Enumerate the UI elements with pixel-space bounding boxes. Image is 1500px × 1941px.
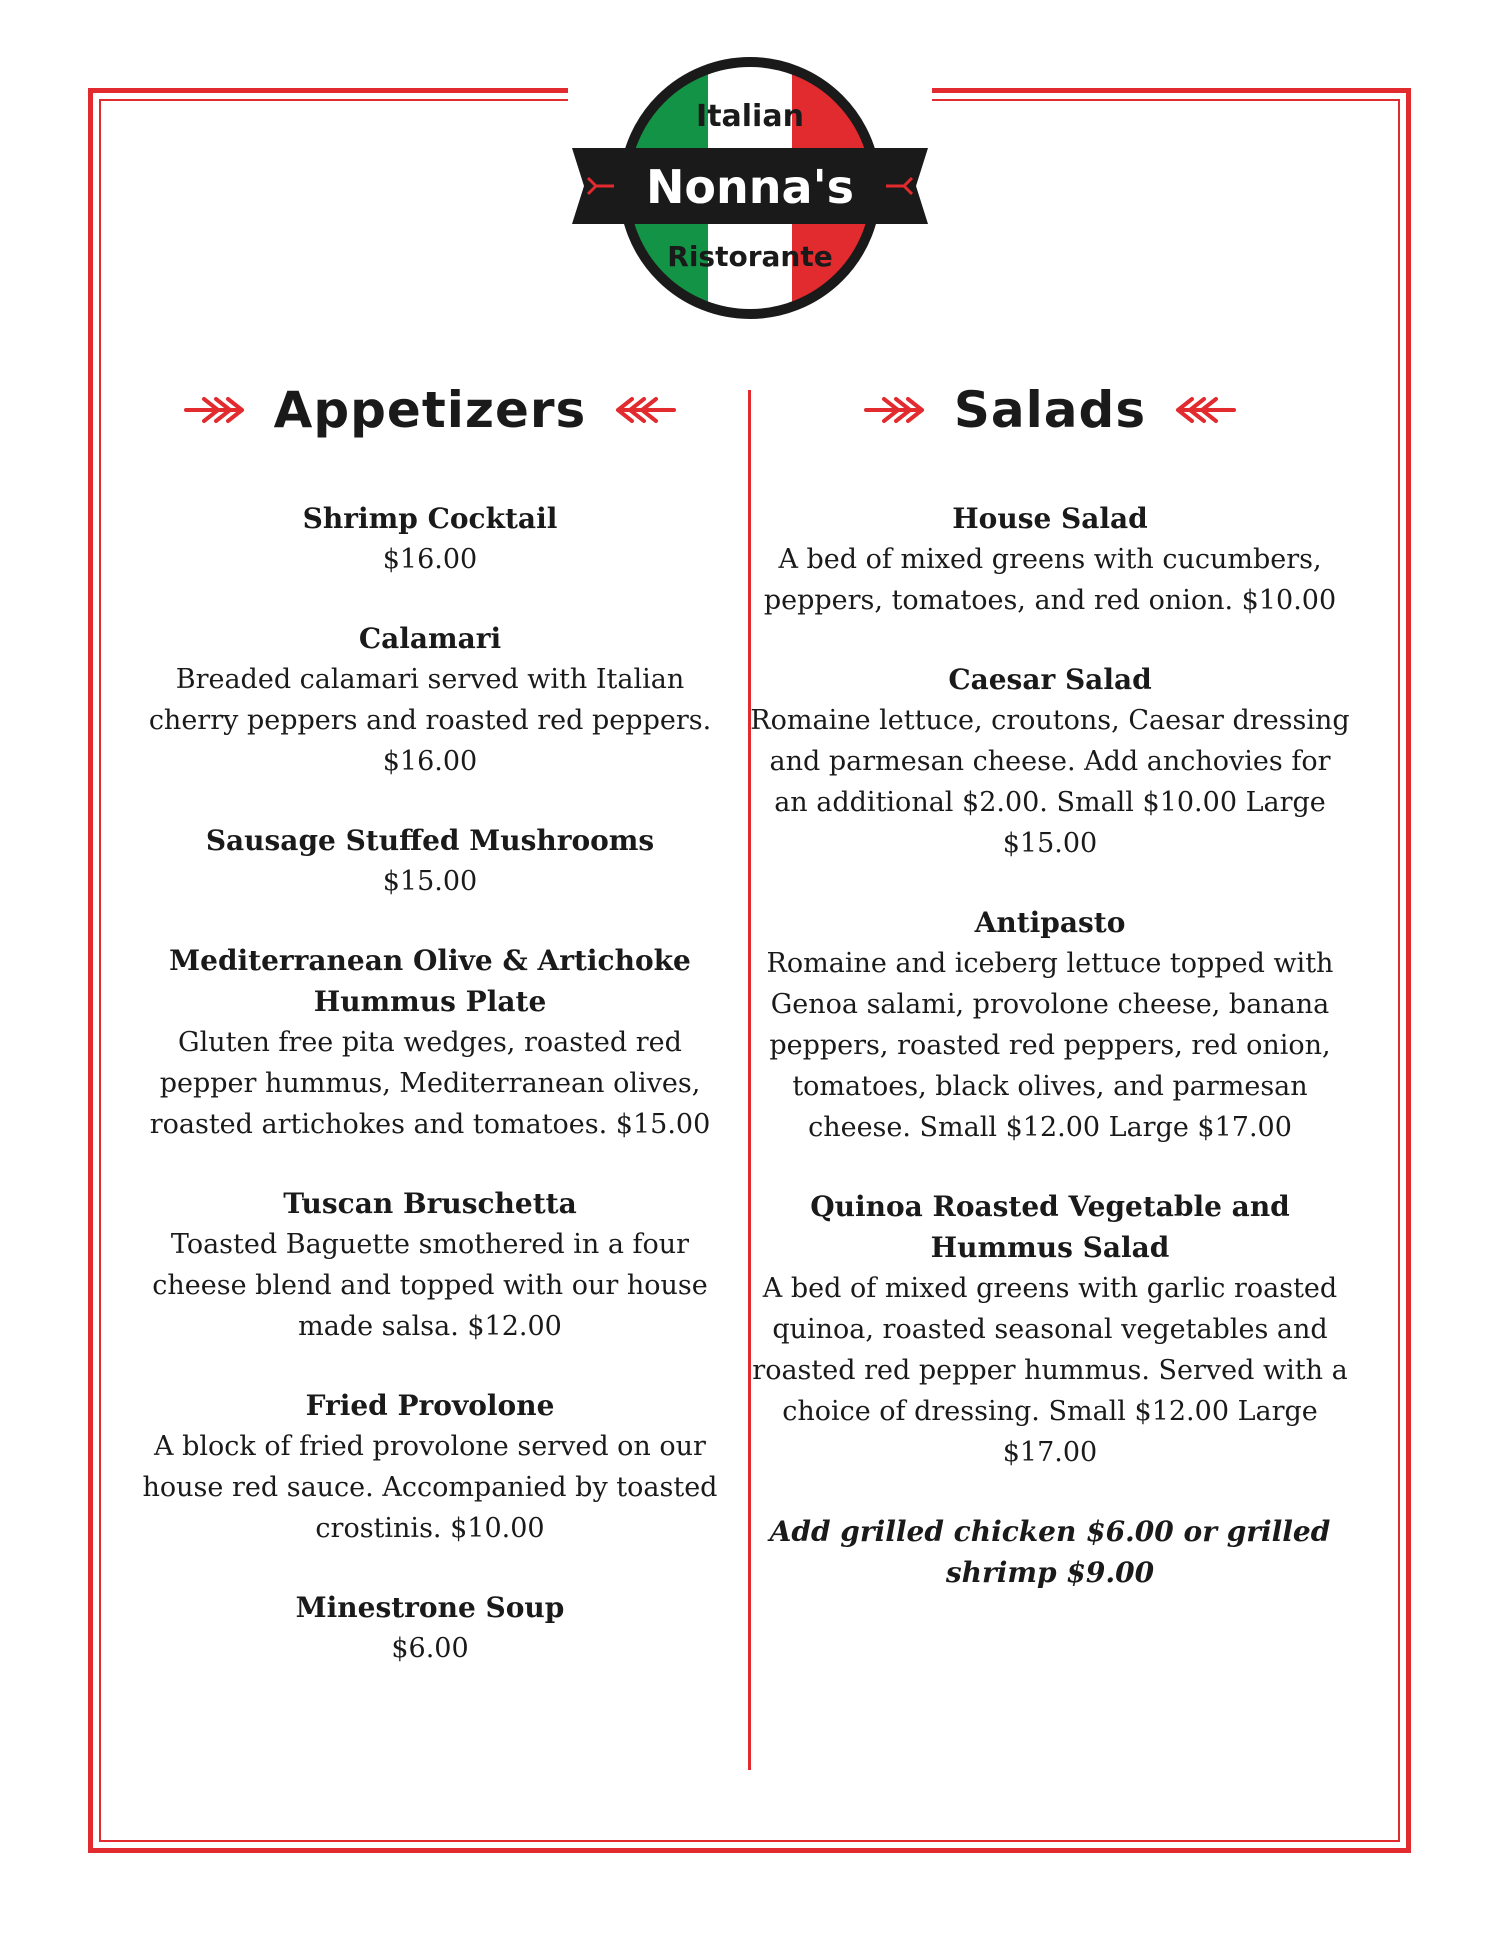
menu-item — [750, 902, 1350, 1148]
salads-title: Salads — [953, 381, 1147, 439]
item-name: House Salad — [952, 502, 1148, 535]
menu-item — [130, 820, 730, 902]
logo-line1: Italian — [696, 99, 804, 134]
logo-name: Nonna's — [645, 160, 855, 214]
appetizers-section — [130, 370, 730, 1707]
item-desc: $16.00 — [382, 544, 478, 575]
arrow-left-icon — [1174, 395, 1236, 425]
item-name: Sausage Stuffed Mushrooms — [205, 824, 655, 857]
item-desc: Breaded calamari served with Italian cherry peppers and roasted red peppers. $16.00 — [148, 664, 712, 777]
menu-item — [130, 1587, 730, 1669]
item-desc: A bed of mixed greens with cucumbers, peppers, tomatoes, and red onion. $10.00 — [763, 544, 1337, 616]
menu-item — [130, 940, 730, 1145]
menu-item — [130, 1183, 730, 1347]
item-desc: $15.00 — [382, 866, 478, 897]
item-name: Calamari — [358, 622, 502, 655]
item-desc: A bed of mixed greens with garlic roasted quinoa, roasted seasonal vegetables and roasted red pepper hummus. Served with a choice of dressing. Small $12.00 Large $17.00 — [752, 1273, 1348, 1468]
item-name: Tuscan Bruschetta — [283, 1187, 577, 1220]
item-name: Shrimp Cocktail — [302, 502, 558, 535]
arrow-right-icon — [864, 395, 926, 425]
item-name: Quinoa Roasted Vegetable and Hummus Salad — [810, 1190, 1290, 1264]
menu-item — [750, 659, 1350, 864]
item-name: Caesar Salad — [948, 663, 1152, 696]
salads-header — [750, 370, 1350, 450]
item-desc: A block of fried provolone served on our house red sauce. Accompanied by toasted crostinis. $10.00 — [142, 1431, 718, 1544]
appetizers-header — [130, 370, 730, 450]
restaurant-logo — [568, 40, 932, 330]
item-desc: Gluten free pita wedges, roasted red pepper hummus, Mediterranean olives, roasted artichokes and tomatoes. $15.00 — [149, 1027, 711, 1140]
logo-line2: Ristorante — [667, 240, 833, 273]
item-desc: Romaine lettuce, croutons, Caesar dressing and parmesan cheese. Add anchovies for an additional $2.00. Small $10.00 Large $15.00 — [750, 705, 1350, 859]
arrow-right-icon — [184, 395, 246, 425]
menu-item — [750, 498, 1350, 621]
item-desc: Romaine and iceberg lettuce topped with Genoa salami, provolone cheese, banana peppers, roasted red peppers, red onion, tomatoes, black olives, and parmesan cheese. Small $12.00 Large $17.00 — [766, 948, 1334, 1143]
salads-section — [750, 370, 1350, 1593]
arrow-left-icon — [614, 395, 676, 425]
item-name: Antipasto — [974, 906, 1126, 939]
menu-item — [130, 498, 730, 580]
item-desc: $6.00 — [391, 1633, 469, 1664]
item-desc: Toasted Baguette smothered in a four cheese blend and topped with our house made salsa. $12.00 — [152, 1229, 708, 1342]
appetizers-title: Appetizers — [273, 381, 587, 439]
menu-item — [130, 618, 730, 782]
add-protein-note: Add grilled chicken $6.00 or grilled shrimp $9.00 — [769, 1515, 1331, 1589]
menu-item — [750, 1186, 1350, 1473]
item-name: Fried Provolone — [305, 1389, 555, 1422]
item-name: Mediterranean Olive & Artichoke Hummus Plate — [169, 944, 691, 1018]
item-name: Minestrone Soup — [295, 1591, 565, 1624]
menu-item — [130, 1385, 730, 1549]
